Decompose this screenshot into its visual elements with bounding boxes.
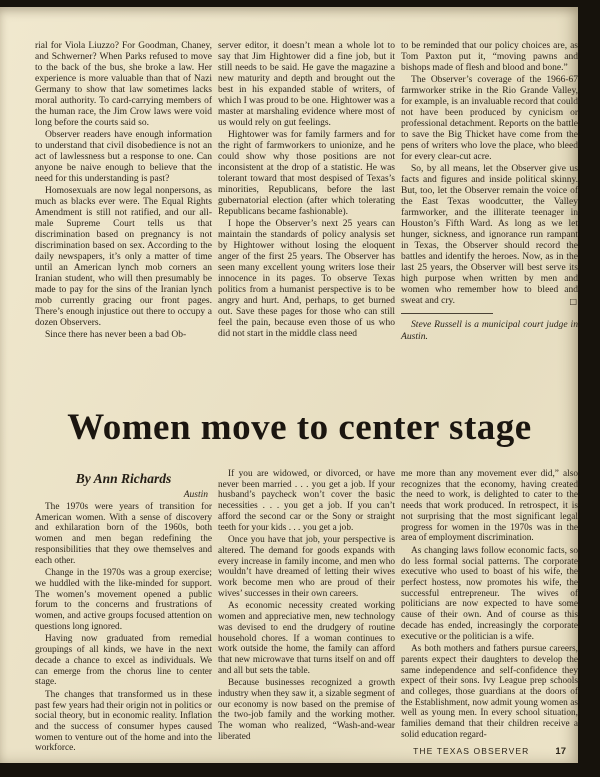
paragraph: Having now graduated from remedial groupings of all kinds, we have in the next decade a chance to excel as individuals. We can emerge from the chorus line to center stage. [35,634,212,688]
publication-name: THE TEXAS OBSERVER [413,746,530,756]
paragraph: Observer readers have enough information to understand that civil disobedience is not an act of lawlessness but a response to one. Can anyone be naive enough to believe that the need for this understanding is past? [35,130,212,184]
top-article-column-3 [401,41,578,397]
top-article-column-2 [218,41,395,397]
paragraph: As economic necessity created working women and appreciative men, new technology was devised to end the drudgery of routine household chores. If a woman continues to work outside the home, the family can afford that new microwave that turns itself on and off and all but sets the table. [218,601,395,676]
magazine-page [0,7,578,763]
feature-column-2 [218,469,395,757]
paragraph: Change in the 1970s was a group exercise; we huddled with the like-minded for support. The women’s movement opened a public forum to the concerns and frustrations of women, and active groups focused attention on questions long ignored. [35,568,212,632]
paragraph: As both mothers and fathers pursue careers, parents expect their daughters to develop the same independence and self-confidence they expect of their sons. Ivy League prep schools and colleges, those guardians at the doors of the Establishment, now admit young women as well as young men. In every school situation, families demand that their children receive a solid education regard- [401,644,578,740]
paragraph: rial for Viola Liuzzo? For Goodman, Chaney, and Schwerner? When Parks refused to move to the back of the bus, she broke a law. Her experience is more valuable than that of Nazi Germany to show that law sometimes lacks moral authority. To card-carrying members of the human race, the Jim Crow laws were void long before the courts said so. [35,41,212,128]
paragraph: Once you have that job, your perspective is altered. The demand for goods expands with every increase in family income, and men who wouldn’t have dreamed of letting their wives work become men who are proud of their wives’ successes in their own careers. [218,535,395,599]
feature-headline: Women move to center stage [67,407,532,448]
top-article [35,41,578,397]
paragraph: As changing laws follow economic facts, so do less formal social patterns. The corporate executive who used to boast of his wife, the perfect hostess, now promotes his wife, the successful entrepreneur. The wives of politicians are now expected to have some cause of their own. And of course as this decade has ended, increasingly the corporate executive or the politician is a wife. [401,545,578,642]
feature-column-3 [401,469,578,757]
page-footer [413,746,566,757]
paragraph: me more than any movement ever did,” also recognizes that the economy, having created the need to work, is delighted to cater to the needs that work produced. In retrospect, it is not surprising that the most significant legal progress for women in the 1970s was in the area of employment discrimination. [401,469,578,544]
credit-divider [401,313,493,314]
paragraph: So, by all means, let the Observer give us facts and figures and inside political skinny. But, too, let the Observer remain the voice of the East Texas woodcutter, the Valley farmworker, and the illiterate teenager in Houston’s Fifth Ward. As long as we let hunger, sickness, and ignorance run rampant in Texas, the Observer should record the battles and identify the heroes. Now, as in the last 25 years, the Observer will best serve its high purpose when written by men and women who remember how to bleed and sweat and cry. [401,164,578,306]
dateline: Austin [183,490,208,500]
closing-paragraph-wrap [401,164,578,307]
paragraph: to be reminded that our policy choices are, as Tom Paxton put it, “moving pawns and bishops made of flesh and blood and bone.” [401,41,578,73]
paragraph: server editor, it doesn’t mean a whole lot to say that Jim Hightower did a fine job, but it still needs to be said. He gave the magazine a new maturity and depth and brought out the best in his expanded stable of writers, of which I was proud to be one. Hightower was a master at marshaling evidence where most of us would rely on gut feelings. [218,41,395,128]
byline: By Ann Richards [75,471,172,486]
paragraph: Hightower was for family farmers and for the right of farmworkers to unionize, and he could show why those positions are not inconsistent at the drop of a statistic. He was tolerant toward that most despised of Texas’s minorities, Republicans, before the last gubernatorial election (after which tolerating Republicans became fashionable). [218,130,395,217]
feature-column-1 [35,469,212,757]
paragraph: Since there has never been a bad Ob- [45,330,187,340]
page-number: 17 [555,746,566,757]
end-of-article-mark: □ [569,297,577,306]
paragraph: Homosexuals are now legal nonpersons, as much as blacks ever were. The Equal Rights Amendment is still not ratified, and our all-male Supreme Court tells us that discrimination based on pregnancy is not discrimination based on sex. According to the daily newspapers, it’s only a matter of time until an American lynch mob corners an Iranian student, who will then presumably be made to pay for the sins of the Iranian lynch mob currently gracing our front pages. There’s enough injustice out there to occupy a dozen Observers. [35,186,212,328]
paragraph: If you are widowed, or divorced, or have never been married . . . you get a job. If your husband’s paycheck won’t cover the basic necessities . . . you get a job. If you can’t afford the second car or the Sony or straight teeth for your kids . . . you get a job. [218,469,395,533]
feature-article [35,469,578,757]
paragraph: Because businesses recognized a growth industry when they saw it, a sizable segment of our economy is now based on the premise of the two-job family and the working mother. The woman who realized, “Wash-and-wear liberated [218,678,395,742]
author-credit: Steve Russell is a municipal court judge in Austin. [401,319,578,342]
top-article-column-1 [35,41,212,397]
paragraph: I hope the Observer’s next 25 years can maintain the standards of policy analysis set by Hightower without losing the eloquent anger of the first 25 years. The Observer has seen many excellent young writers lose their innocence in its pages. To observe Texas politics from a humanist perspective is to be angry and hurt. And, perhaps, to get burned out. Save these pages for those who can still feel the pain, because even those of us who did not start in the middle class need [218,219,395,339]
paragraph: The changes that transformed us in these past few years had their origin not in politics or social theory, but in economic reality. Inflation and the success of consumer hypes caused women to venture out of the home and into the workforce. [35,689,212,754]
paragraph: The 1970s were years of transition for American women. With a sense of discovery and exhilaration born of the 1960s, both women and men began redefining the responsibilities that they owe themselves and each other. [35,502,212,566]
paragraph: The Observer’s coverage of the 1966-67 farmworker strike in the Rio Grande Valley, for example, is an invaluable record that could not have been produced by cynicism or professional detachment. Reports on the battle to save the Big Thicket have come from the pens of writers who love the place, who bleed for every clear-cut acre. [401,75,578,162]
